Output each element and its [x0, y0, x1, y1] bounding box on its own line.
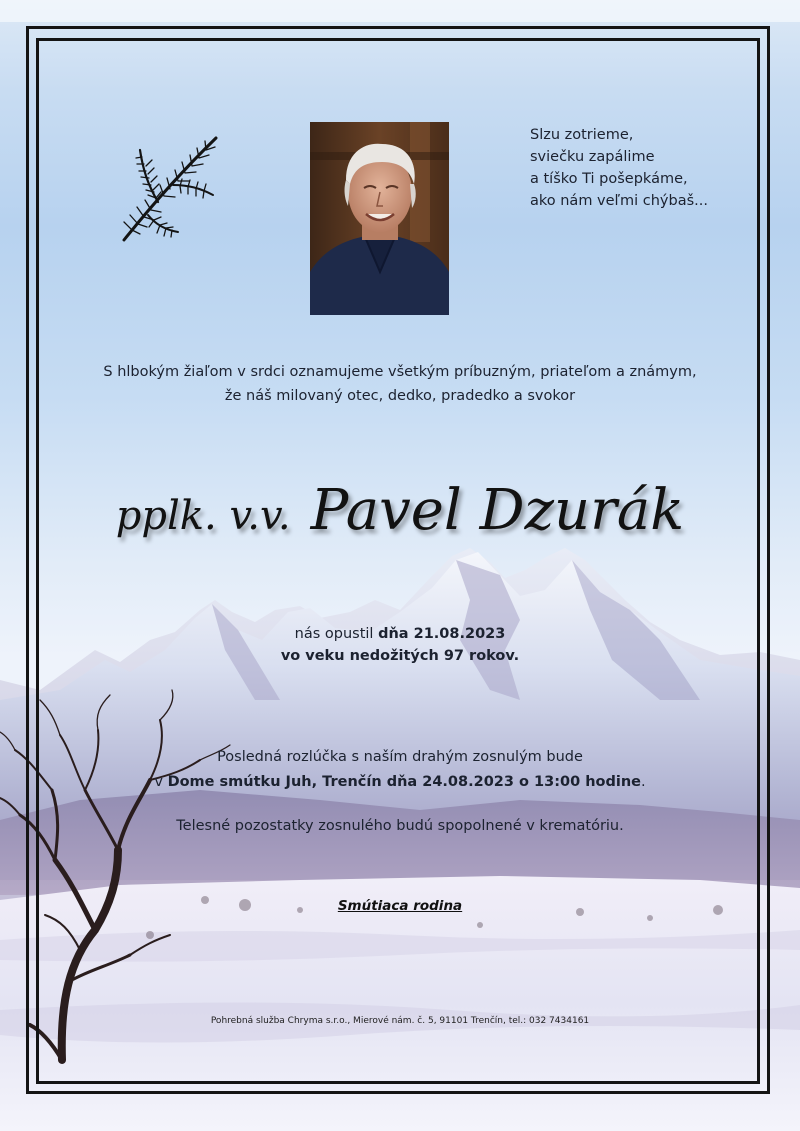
poem-line: sviečku zapálime	[530, 149, 655, 165]
portrait-photo	[310, 122, 449, 315]
death-info	[40, 623, 760, 667]
fir-branch-icon	[118, 130, 222, 246]
announcement-line-2: že náš milovaný otec, dedko, pradedko a svokor	[224, 388, 576, 404]
deceased-name-heading	[40, 478, 760, 543]
poem-line: ako nám veľmi chýbaš...	[530, 193, 708, 209]
family-signature: Smútiaca rodina	[337, 898, 463, 914]
announcement-text	[40, 360, 760, 408]
death-age: vo veku nedožitých 97 rokov.	[280, 648, 520, 664]
poem-line: a tíško Ti pošepkáme,	[530, 171, 688, 187]
funeral-prefix: v	[154, 774, 168, 790]
memorial-poem	[530, 124, 770, 212]
cremation-note: Telesné pozostatky zosnulého budú spopolnené v krematóriu.	[176, 818, 624, 834]
death-prefix: nás opustil	[294, 626, 379, 642]
funeral-info	[40, 745, 760, 795]
death-date: dňa 21.08.2023	[378, 626, 506, 642]
poem-line: Slzu zotrieme,	[530, 127, 634, 143]
deceased-name: Pavel Dzurák	[310, 478, 685, 543]
funeral-details: Dome smútku Juh, Trenčín dňa 24.08.2023 o 13:00 hodine	[167, 774, 642, 790]
deceased-rank: pplk. v.v.	[115, 493, 291, 539]
announcement-line-1: S hlbokým žiaľom v srdci oznamujeme všetkým príbuzným, priateľom a známym,	[103, 364, 697, 380]
funeral-service-footer: Pohrebná služba Chryma s.r.o., Mierové nám. č. 5, 91101 Trenčín, tel.: 032 7434161	[210, 1016, 590, 1026]
funeral-line-1: Posledná rozlúčka s naším drahým zosnulým bude	[217, 749, 583, 765]
funeral-suffix: .	[641, 774, 646, 790]
